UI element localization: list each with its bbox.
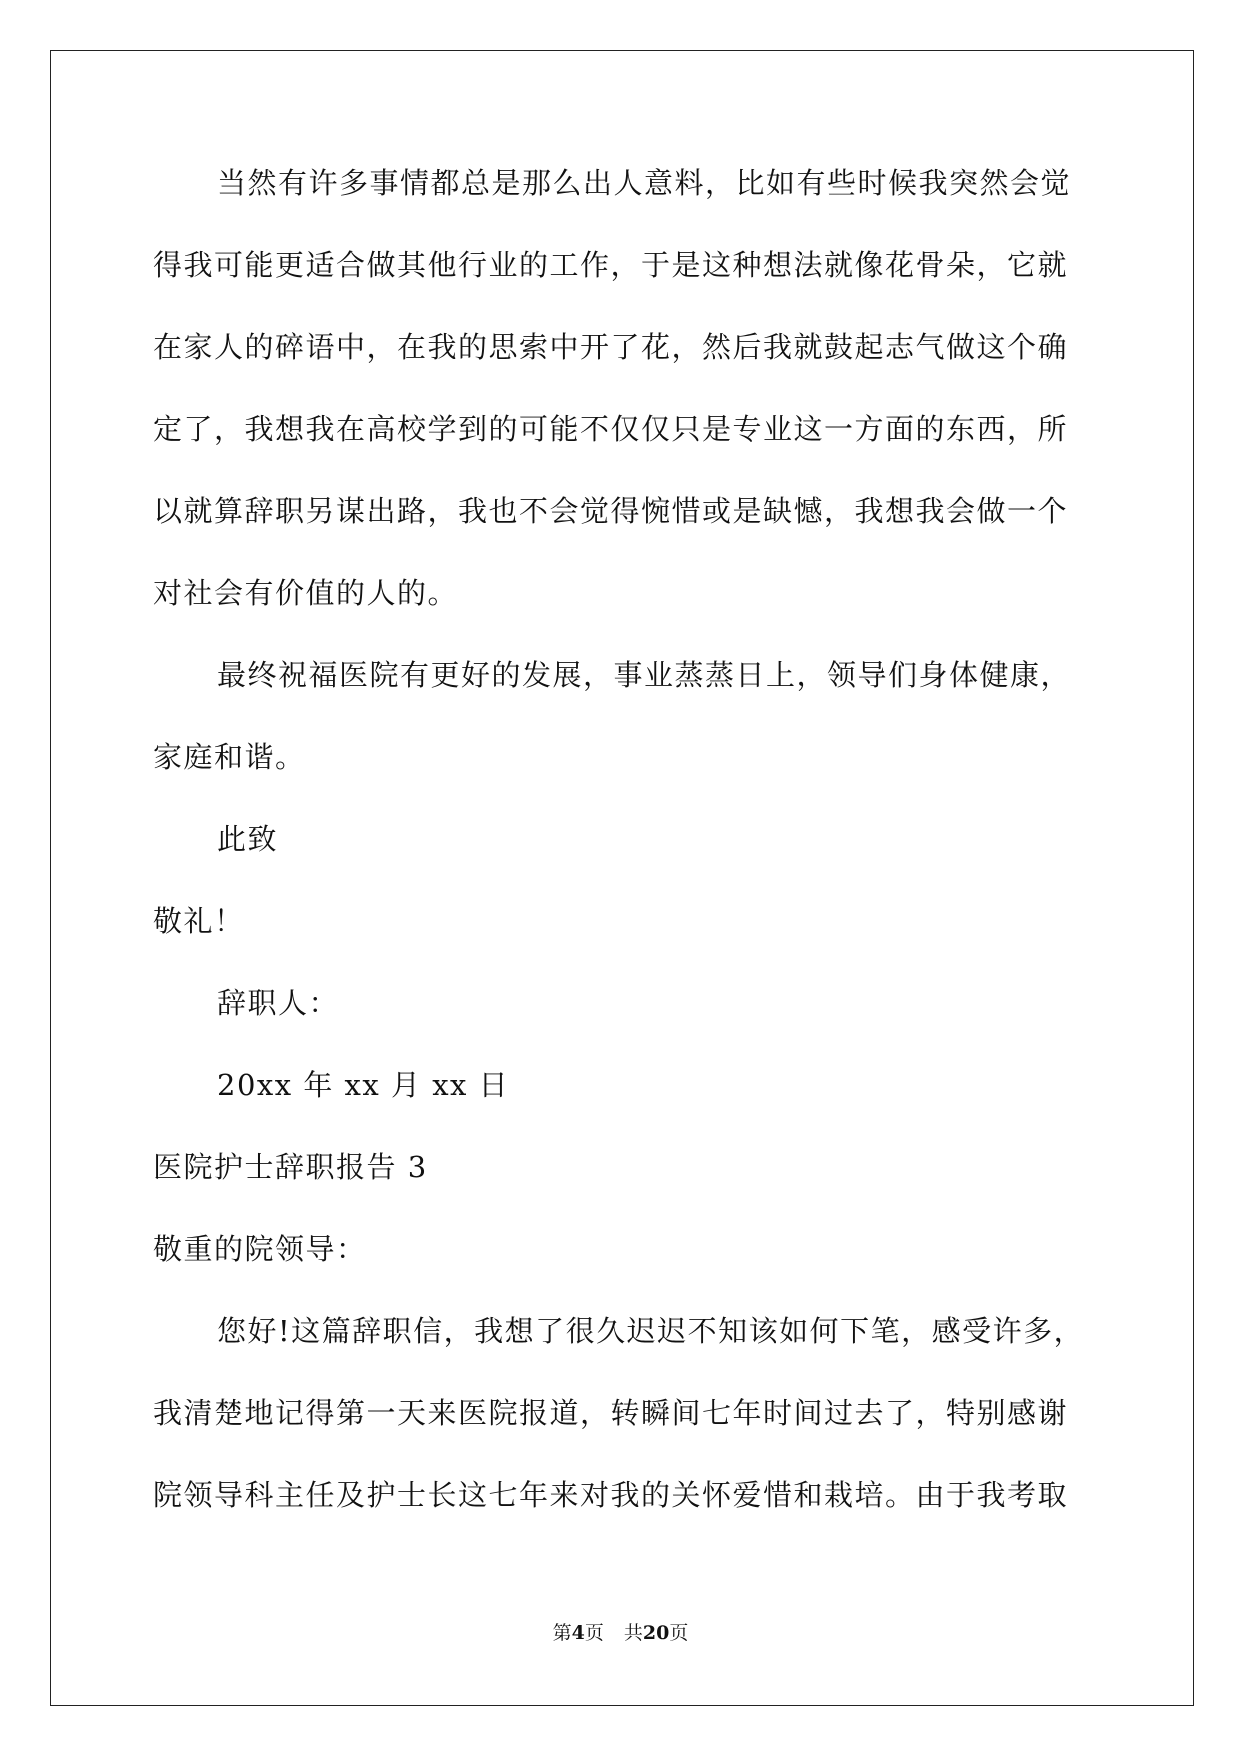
paragraph-line: 当然有许多事情都总是那么出人意料，比如有些时候我突然会觉: [217, 166, 1072, 200]
footer-prefix: 第: [552, 1622, 572, 1644]
paragraph-line: 家庭和谐。: [153, 740, 306, 774]
paragraph-line: 得我可能更适合做其他行业的工作，于是这种想法就像花骨朵，它就: [153, 248, 1069, 282]
closing-regards: 敬礼！: [153, 904, 245, 938]
document-body: [153, 163, 1093, 1557]
paragraph-line: 您好!这篇辞职信，我想了很久迟迟不知该如何下笔，感受许多，: [217, 1314, 1085, 1348]
footer-page-suffix: 页: [584, 1622, 604, 1644]
paragraph-line: 在家人的碎语中，在我的思索中开了花，然后我就鼓起志气做这个确: [153, 330, 1069, 364]
paragraph-line: 我清楚地记得第一天来医院报道，转瞬间七年时间过去了，特别感谢: [153, 1396, 1069, 1430]
paragraph-line: 定了，我想我在高校学到的可能不仅仅只是专业这一方面的东西，所: [153, 412, 1069, 446]
closing-salutation: 此致: [217, 822, 279, 856]
greeting: 敬重的院领导：: [153, 1232, 367, 1266]
page-footer: [0, 1618, 1241, 1645]
date-line: 20xx 年 xx 月 xx 日: [217, 1068, 510, 1102]
section-title: 医院护士辞职报告 3: [153, 1150, 428, 1184]
paragraph-line: 以就算辞职另谋出路，我也不会觉得惋惜或是缺憾，我想我会做一个: [153, 494, 1069, 528]
footer-total-prefix: 共: [623, 1622, 643, 1644]
paragraph-line: 院领导科主任及护士长这七年来对我的关怀爱惜和栽培。由于我考取: [153, 1478, 1069, 1512]
current-page-number: 4: [571, 1622, 585, 1644]
footer-total-suffix: 页: [669, 1622, 689, 1644]
signature-label: 辞职人：: [217, 986, 340, 1020]
paragraph-line: 对社会有价值的人的。: [153, 576, 459, 610]
total-page-count: 20: [642, 1622, 670, 1644]
paragraph-line: 最终祝福医院有更好的发展，事业蒸蒸日上，领导们身体健康，: [217, 658, 1072, 692]
